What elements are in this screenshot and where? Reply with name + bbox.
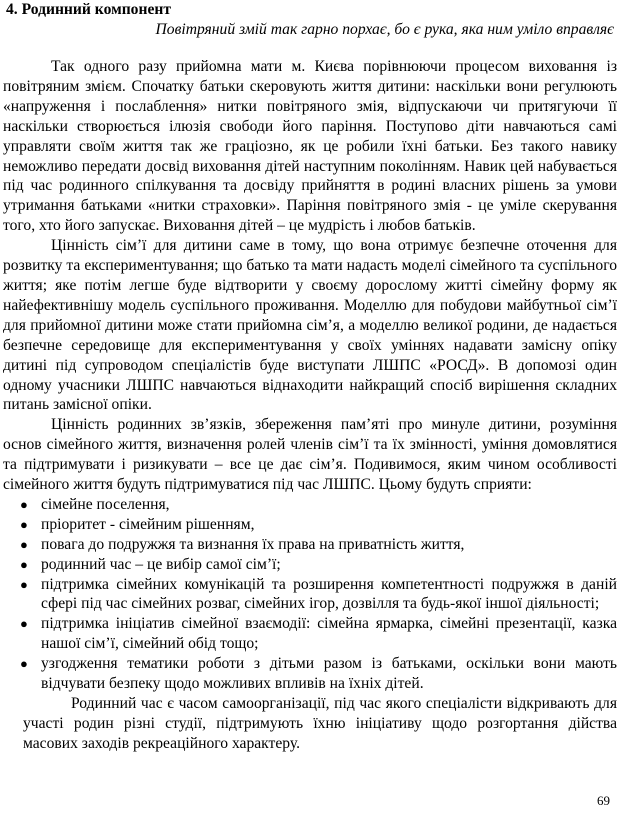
document-body <box>3 57 617 754</box>
bullet-icon: ● <box>20 496 28 512</box>
closing-paragraph: Родинний час є часом самоорганізації, під час якого спеціалісти відкривають для участі родин різні студії, підтримують їхню ініціативу щодо розгортання дійства масових заходів рекреаційного характеру. <box>23 695 617 752</box>
bullet-icon: ● <box>20 656 28 672</box>
paragraph: Так одного разу прийомна мати м. Києва порівнюючи процесом виховання із повітряним змієм. Спочатку батьки скеровують життя дитини: наскільки вони регулюють «напруження і послаблення» нитки повітряного змія, відпускаючи чи притягуючи її наскільки створюється ілюзія свободи його паріння. Поступово діти навчаються самі управляти своїм життя так же граціозно, як це робили їхні батьки. Без такого навику неможливо передати досвід виховання дітей наступним поколінням. Навик цей набувається під час родинного спілкування та досвіду прийняття в родині власних рішень за умови утримання батьками «нитки страховки». Паріння повітряного змія - це уміле скерування того, хто його запускає. Виховання дітей – це мудрість і любов батьків. <box>3 58 617 235</box>
bullet-text: родинний час – це вибір самої сім’ї; <box>41 555 281 573</box>
bullet-item <box>3 654 617 694</box>
paragraph: Цінність родинних зв’язків, збереження пам’яті про минуле дитини, розуміння основ сімейного життя, визначення ролей членів сім’ї та їх змінності, уміння домовлятися та підтримувати і ризикувати – все це дає сім’я. Подивимося, яким чином особливості сімейного життя будуть підтримуватися під час ЛШПС. Цьому будуть сприяти: <box>3 416 617 494</box>
bullet-icon: ● <box>20 556 28 572</box>
bullet-list <box>3 495 617 694</box>
bullet-text: підтримка ініціатив сімейної взаємодії: сімейна ярмарка, сімейні презентації, казка нашої сім’ї, сімейний обід тощо; <box>41 615 617 653</box>
page-number: 69 <box>597 793 610 808</box>
bullet-item <box>3 614 617 654</box>
bullet-item <box>3 575 617 615</box>
bullet-text: узгодження тематики роботи з дітьми разом із батьками, оскільки вони мають відчувати безпеку щодо можливих впливів на їхніх дітей. <box>41 655 617 693</box>
bullet-icon: ● <box>20 516 28 532</box>
bullet-text: сімейне поселення, <box>41 495 170 513</box>
bullet-icon: ● <box>20 616 28 632</box>
section-heading: 4. Родинний компонент <box>6 1 172 18</box>
bullet-icon: ● <box>20 536 28 552</box>
bullet-item <box>3 495 617 515</box>
epigraph: Повітряний змій так гарно порхає, бо є рука, яка ним уміло вправляє <box>155 21 614 38</box>
bullet-icon: ● <box>20 576 28 592</box>
bullet-item <box>3 555 617 575</box>
bullet-item <box>3 535 617 555</box>
bullet-item <box>3 515 617 535</box>
paragraph: Цінність сім’ї для дитини саме в тому, що вона отримує безпечне оточення для розвитку та експериментування; що батько та мати надасть моделі сімейного та суспільного життя; яке потім легше буде відтворити у своєму дорослому житті сімейну форму як найефективнішу модель суспільного проживання. Моделлю для побудови майбутньої сім’ї для прийомної дитини може стати прийомна сім’я, а моделлю великої родини, де надається безпечне середовище для експериментування у своїх уміннях надавати замісну опіку дитині під супроводом спеціалістів буде виступати ЛШПС «РОСД». В допомозі один одному учасники ЛШПС навчаються віднаходити найкращий спосіб вирішення складних питань замісної опіки. <box>3 237 617 414</box>
bullet-text: підтримка сімейних комунікацій та розширення компетентності подружжя в даній сфері під час сімейних розваг, сімейних ігор, дозвілля та будь-якої іншої діяльності; <box>41 575 617 613</box>
bullet-text: повага до подружжя та визнання їх права на приватність життя, <box>41 535 465 553</box>
bullet-text: пріоритет - сімейним рішенням, <box>41 515 255 533</box>
